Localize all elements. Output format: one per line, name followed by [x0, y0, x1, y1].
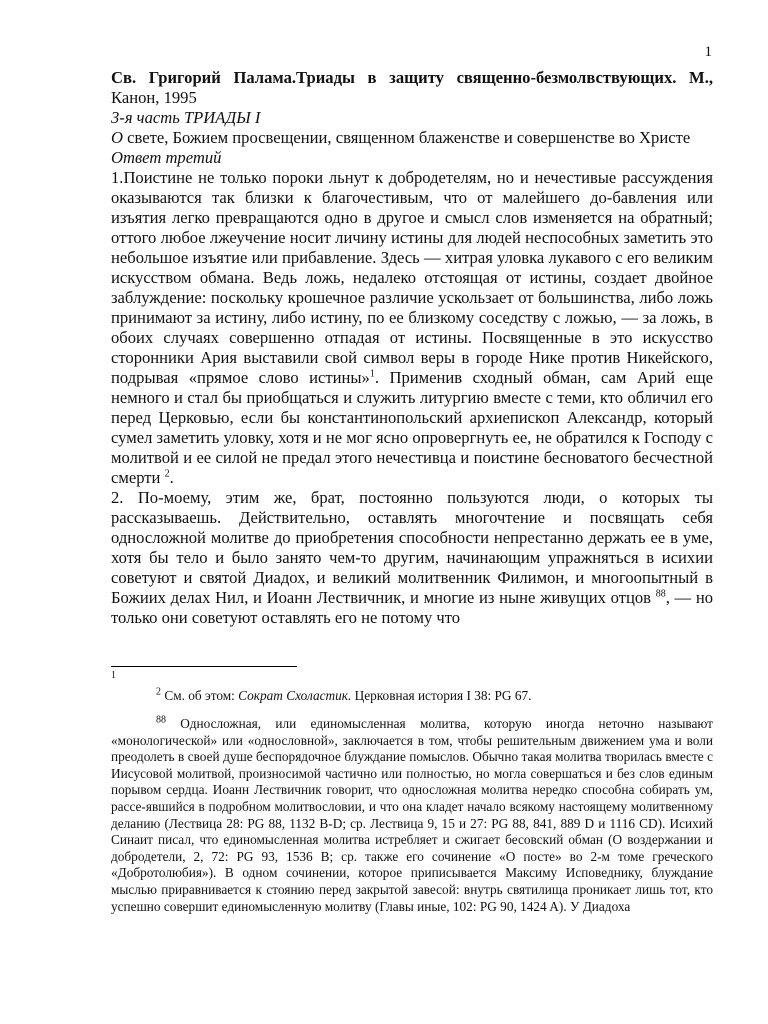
paragraph-1-text-a: 1.Поистине не только пороки льнут к добродетелям, но и нечестивые рассуждения оказываются так близки к благочестивым, что от малейшего до-бавления или изъятия легко превращаются одно в другое и смысл слов изменяется на обратный; оттого любое лжеучение носит личину истины для людей неспособных заметить это небольшое изъятие или прибавление. Здесь — хитрая уловка лукавого с его великим искусством обмана. Ведь ложь, недалеко отстоящая от истины, создает двойное заблуждение: поскольку крошечное различие ускользает от большинства, либо ложь принимают за истину, либо истину, по ее близкому соседству с ложью, — за ложь, в обоих случаях совершенно отпадая от истины. Посвященные в это искусство сторонники Ария выставили свой символ веры в городе Нике против Никейского, подрывая «прямое слово истины» [111, 168, 713, 387]
footnote-separator [111, 666, 297, 667]
footnote-88 [111, 716, 713, 915]
part-label: 3-я часть ТРИАДЫ I [111, 108, 261, 127]
paragraph-1-text-b: . Применив сходный обман, сам Арий еще немного и стал бы приобщаться и служить литургию вместе с теми, кто обличил его перед Церковью, если бы константинопольский архиепископ Александр, который сумел заметить уловку, хотя и не мог ясно опровергнуть ее, не обратился к Господу с молитвой и ее силой не предал этого нечестивца и поистине бесноватого бесчестной смерти [111, 368, 713, 487]
footnote-ref-88: 88 [655, 588, 666, 600]
footnote-mark-1: 1 [111, 670, 116, 681]
footnote-88-number: 88 [156, 714, 166, 726]
footnote-2-number: 2 [156, 686, 161, 698]
heading-block [111, 68, 713, 108]
footnote-88-text: Односложная, или единомысленная молитва, которую иногда неточно называют «монологической» или «однословной», заключается в том, чтобы решительным движением ума и воли преодолеть в своей душе беспорядочное блуждание помыслов. Обычно такая молитва творилась вместе с Иисусовой молитвой, произносимой частично или полностью, но могла совершаться и без слов единым порывом сердца. Иоанн Лествичник говорит, что односложная молитва нередко способна собирать ум, рассе-явшийся в подробном молитвословии, и что она кладет начало всякому настоящему молитвенному деланию (Лествица 28: PG 88, 1132 B-D; ср. Лествица 9, 15 и 27: PG 88, 841, 889 D и 1116 CD). Исихий Синаит писал, что единомысленная молитва истребляет и сжигает бесовский обман (О воздержании и добродетели, 2, 72: PG 93, 1536 B; ср. также его сочинение «О посте» во 2-м томе греческого «Добротолюбия»). В одном сочинении, которое приписывается Максиму Исповеднику, блуждание мыслью приравнивается к стоянию перед закрытой завесой: внутрь святилища проникает лишь тот, кто успешно совершит единомысленную молитву (Главы иные, 102: PG 90, 1424 A). У Диадоха [111, 716, 713, 914]
footnote-2-post: Церковная история I 38: PG 67. [351, 688, 532, 703]
page-number: 1 [704, 44, 712, 60]
section-subtitle-text: свете, Божием просвещении, священном блаженстве и совершенстве во Христе [122, 128, 691, 147]
paragraph-1-text-c: . [169, 468, 174, 487]
main-text [111, 68, 713, 628]
footnote-2-author: Сократ Схоластик. [238, 688, 352, 703]
paragraph-1 [111, 168, 713, 488]
paragraph-2-text-a: 2. По-моему, этим же, брат, постоянно пользуются люди, о которых ты рассказываешь. Действительно, оставлять многочтение и посвящать себя односложной молитве до приобретения способности непрестанно держать ее в уме, хотя бы тело и было занято чем-то другим, начинающим упражняться в исихии советуют и святой Диадох, и великий молитвенник Филимон, и многоопытный в Божиих делах Нил, и Иоанн Лествичник, и многие из ныне живущих отцов [111, 488, 713, 607]
book-title: Св. Григорий Палама.Триады в защиту священно-безмолвствующих. М., [111, 68, 713, 87]
footnote-ref-1: 1 [369, 368, 375, 380]
footnote-2-pre: См. об этом: [161, 688, 239, 703]
publisher: Канон, 1995 [111, 88, 197, 107]
section-subtitle: О свете, Божием просвещении, священном блаженстве и совершенстве во Христе [111, 128, 691, 147]
paragraph-2 [111, 488, 713, 628]
footnote-2 [111, 688, 713, 705]
paragraph-2-text-b: , — но только они советуют оставлять его не потому что [111, 588, 713, 627]
answer-heading: Ответ третий [111, 148, 222, 167]
footnote-ref-2: 2 [164, 468, 170, 480]
